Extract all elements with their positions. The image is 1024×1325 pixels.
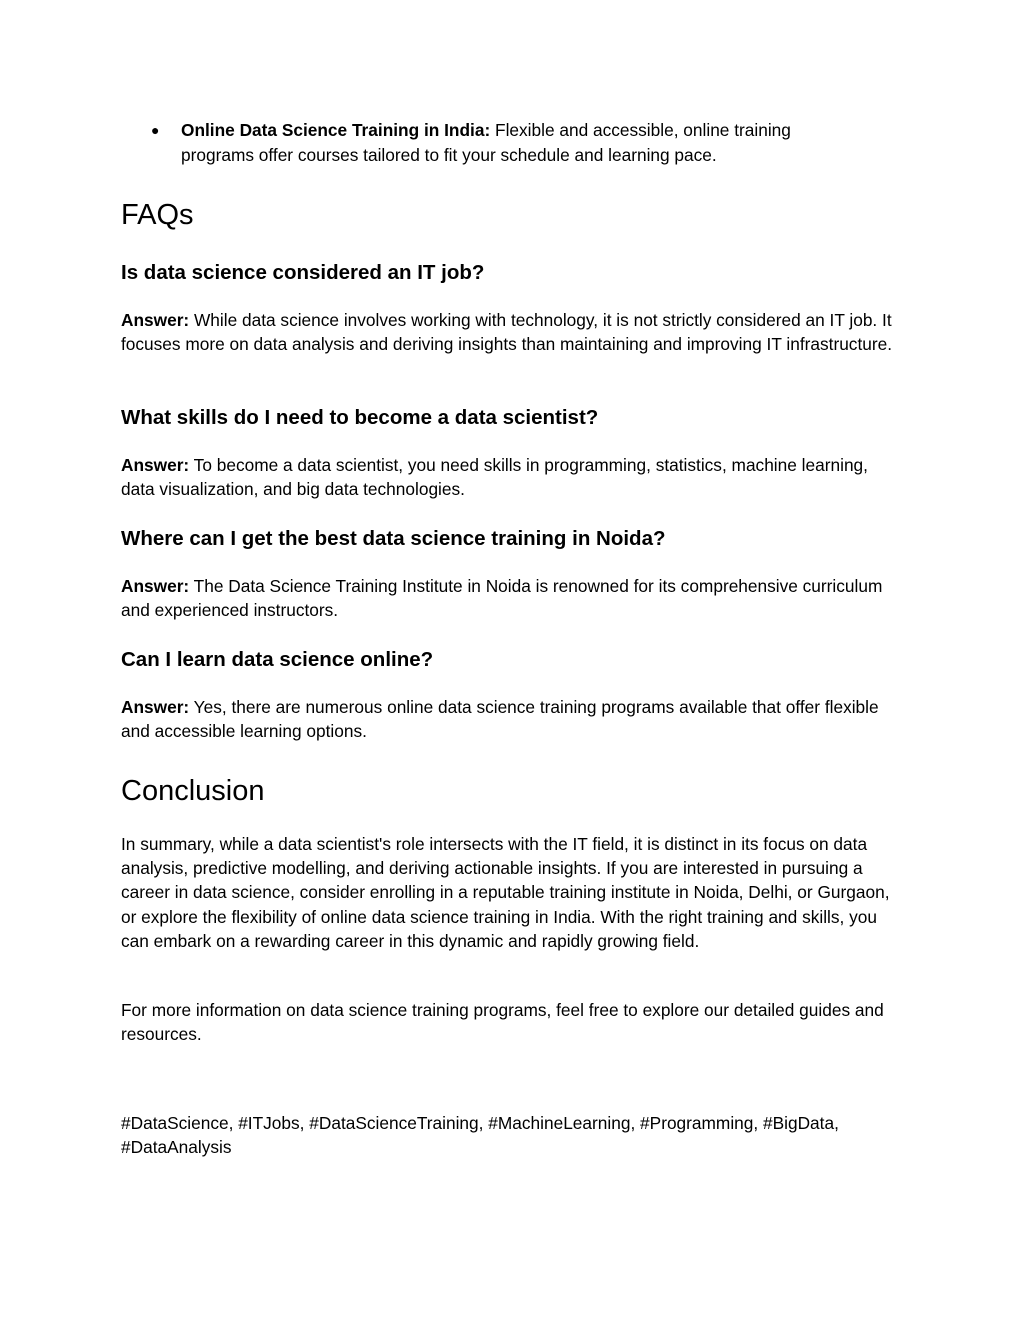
faq-question-3: Where can I get the best data science training in Noida?: [121, 527, 666, 550]
hashtags: #DataScience, #ITJobs, #DataScienceTraining, #MachineLearning, #Programming, #BigData, #DataAnalysis: [121, 1113, 839, 1158]
answer-text: To become a data scientist, you need skills in programming, statistics, machine learning, data visualization, and big data technologies.: [121, 455, 868, 500]
answer-text: The Data Science Training Institute in Noida is renowned for its comprehensive curriculum and experienced instructors.: [121, 576, 883, 621]
conclusion-paragraph-2: For more information on data science training programs, feel free to explore our detailed guides and resources.: [121, 1000, 884, 1045]
answer-label: Answer:: [121, 310, 190, 330]
bullet-dot-icon: ●: [151, 122, 160, 138]
bullet-bold-lead: Online Data Science Training in India:: [181, 120, 491, 140]
faq-answer-1: [121, 308, 906, 356]
faq-answer-3: [121, 574, 906, 622]
intro-bullet-list: [151, 118, 831, 167]
answer-label: Answer:: [121, 697, 190, 717]
answer-label: Answer:: [121, 576, 190, 596]
faq-answer-2: [121, 453, 906, 501]
conclusion-heading: Conclusion: [121, 775, 265, 807]
bullet-text: Flexible and accessible, online training programs offer courses tailored to fit your schedule and learning pace.: [181, 120, 791, 165]
conclusion-paragraph-1: In summary, while a data scientist's role intersects with the IT field, it is distinct in its focus on data analysis, predictive modelling, and deriving actionable insights. If you are interested in pursuing a career in data science, consider enrolling in a reputable training institute in Noida, Delhi, or Gurgaon, or explore the flexibility of online data science training in India. With the right training and skills, you can embark on a rewarding career in this dynamic and rapidly growing field.: [121, 834, 890, 951]
answer-text: Yes, there are numerous online data science training programs available that offer flexible and accessible learning options.: [121, 697, 879, 742]
faq-question-1: Is data science considered an IT job?: [121, 261, 485, 284]
answer-text: While data science involves working with technology, it is not strictly considered an IT job. It focuses more on data analysis and deriving insights than maintaining and improving IT infrastructure.: [121, 310, 893, 355]
faqs-heading: FAQs: [121, 199, 194, 231]
bullet-item-online-training: [151, 118, 831, 167]
faq-question-2: What skills do I need to become a data scientist?: [121, 406, 599, 429]
faq-question-4: Can I learn data science online?: [121, 648, 434, 671]
answer-label: Answer:: [121, 455, 190, 475]
faq-answer-4: [121, 695, 906, 743]
